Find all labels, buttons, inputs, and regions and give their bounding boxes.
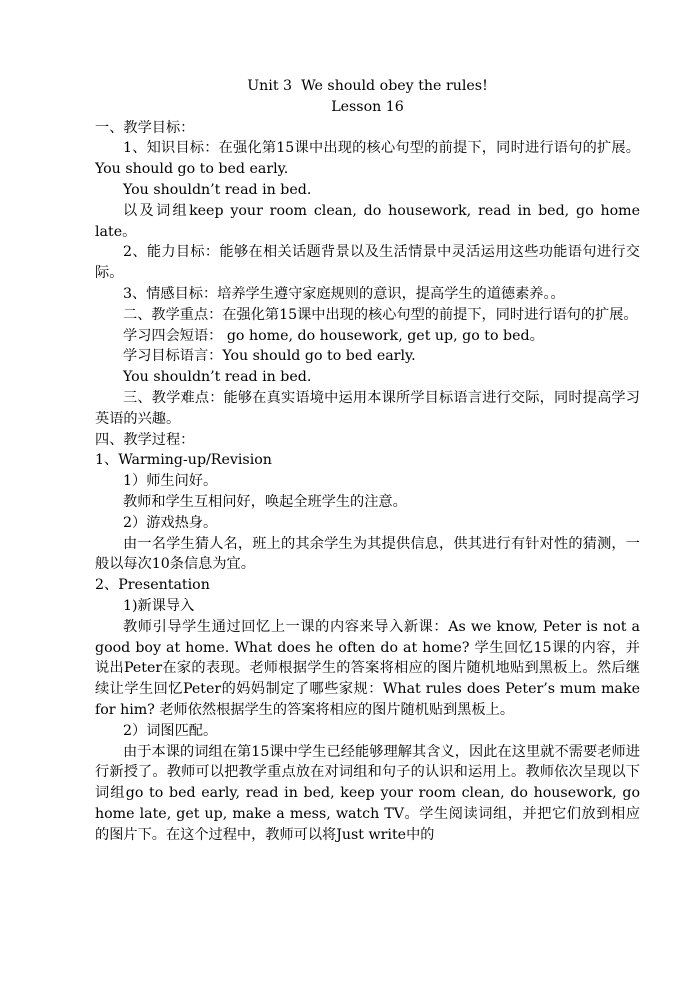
paragraph-greeting: 教师和学生互相问好，唤起全班学生的注意。	[123, 493, 407, 510]
step-heading-warming-up: 1、Warming-up/Revision	[95, 452, 272, 469]
paragraph-word-picture-match: 由于本课的词组在第15课中学生已经能够理解其含义，因此在这里就不需要老师进行新授了。教师可以把教学重点放在对词组和句子的认识和运用上。教师依次呈现以下词组go to bed early, read in bed, keep your room clean, do housework, go home late, get up, make a mess, watch TV。学生阅读词组，并把它们放到相应的图片下。在这个过程中，教师可以将Just write中的	[95, 743, 640, 843]
paragraph-knowledge-goal: 1、知识目标：在强化第15课中出现的核心句型的前提下，同时进行语句的扩展。You should go to bed early.	[95, 140, 640, 178]
paragraph-ability-goal: 2、能力目标：能够在相关话题背景以及生活情景中灵活运用这些功能语句进行交际。	[95, 244, 640, 282]
section-heading-objectives: 一、教学目标：	[95, 119, 195, 136]
paragraph-target-sentence: You shouldn’t read in bed.	[123, 369, 312, 386]
paragraph-four-skill-phrases: 学习四会短语： go home, do housework, get up, go to bed。	[123, 327, 544, 344]
document-page	[95, 76, 640, 845]
step-game: 2）游戏热身。	[123, 514, 218, 531]
paragraph-lead-in: 教师引导学生通过回忆上一课的内容来导入新课：As we know, Peter is not a good boy at home. What does he often do at home? 学生回忆15课的内容，并说出Peter在家的表现。老师根据学生的答案将相应的图片随机地贴到黑板上。然后继续让学生回忆Peter的妈妈制定了哪些家规：What rules does Peter’s mum make for him? 老师依然根据学生的答案将相应的图片随机贴到黑板上。	[95, 618, 640, 718]
document-title: Unit 3 We should obey the rules!	[247, 78, 488, 94]
section-heading-process: 四、教学过程：	[95, 431, 195, 448]
paragraph-difficulties: 三、教学难点：能够在真实语境中运用本课所学目标语言进行交际，同时提高学习英语的兴趣。	[95, 389, 640, 427]
document-subtitle: Lesson 16	[331, 98, 404, 115]
paragraph-target-language: 学习目标语言：You should go to bed early.	[123, 348, 416, 365]
paragraph-emotion-goal: 3、情感目标：培养学生遵守家庭规则的意识，提高学生的道德素养。。	[123, 285, 565, 302]
step-heading-presentation: 2、Presentation	[95, 577, 210, 594]
paragraph-phrases: 以及词组keep your room clean, do housework, read in bed, go home late。	[95, 202, 640, 240]
paragraph-key-points: 二、教学重点：在强化第15课中出现的核心句型的前提下，同时进行语句的扩展。	[123, 306, 638, 323]
step-greeting: 1）师生问好。	[123, 473, 218, 490]
paragraph-example-sentence: You shouldn’t read in bed.	[123, 181, 312, 198]
paragraph-game: 由一名学生猜人名，班上的其余学生为其提供信息，供其进行有针对性的猜测，一般以每次10条信息为宜。	[95, 535, 640, 573]
step-lead-in: 1)新课导入	[123, 597, 195, 614]
step-word-picture-match: 2）词图匹配。	[123, 722, 218, 739]
